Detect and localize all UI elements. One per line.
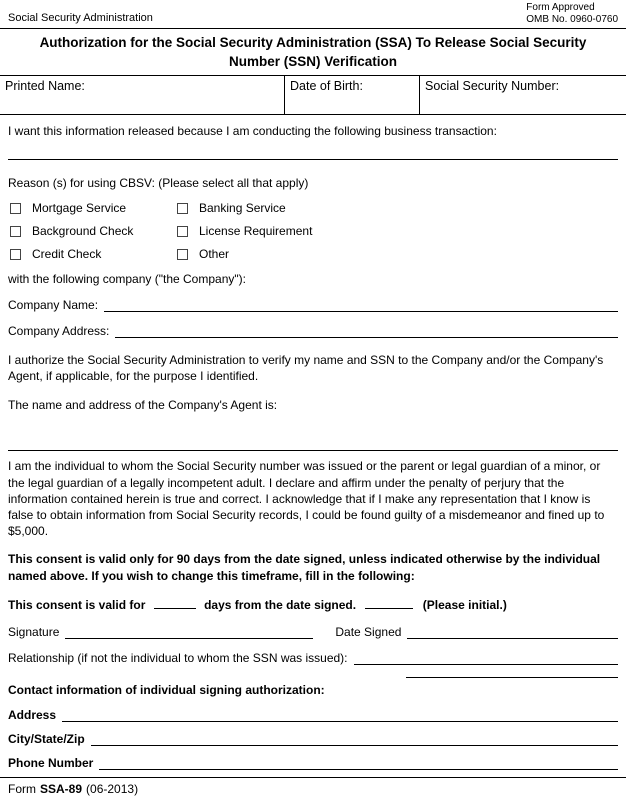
reason-label-other: Other (199, 247, 230, 262)
business-transaction-input[interactable] (8, 159, 618, 160)
contact-city-state-zip-label: City/State/Zip (8, 731, 85, 746)
company-address-row (8, 324, 618, 338)
consent-days-input[interactable] (154, 597, 196, 609)
company-address-input[interactable] (115, 324, 618, 338)
checkbox-other[interactable] (177, 249, 188, 260)
consent-fill-middle: days from the date signed. (204, 597, 357, 612)
reason-option-mortgage-service (10, 202, 177, 215)
footer-form-number: SSA-89 (40, 781, 83, 796)
ssn-field[interactable] (420, 76, 626, 114)
consent-timeframe-row (8, 597, 618, 613)
contact-address-row (8, 708, 618, 722)
company-address-label: Company Address: (8, 323, 110, 338)
checkbox-credit-check[interactable] (10, 249, 21, 260)
release-statement: I want this information released because I am conducting the following business transaction: (8, 124, 497, 139)
date-signed-input[interactable] (407, 625, 618, 639)
date-of-birth-field[interactable] (285, 76, 420, 114)
contact-phone-input[interactable] (99, 756, 618, 770)
omb-number: OMB No. 0960-0760 (526, 14, 618, 25)
agency-name: Social Security Administration (8, 11, 153, 24)
reason-option-credit-check (10, 248, 177, 261)
contact-city-state-zip-input[interactable] (91, 732, 618, 746)
reason-label-license-requirement: License Requirement (199, 224, 313, 239)
contact-address-label: Address (8, 707, 57, 722)
signature-row (8, 625, 618, 639)
contact-heading: Contact information of individual signing authorization: (8, 682, 325, 697)
checkbox-license-requirement[interactable] (177, 226, 188, 237)
relationship-input[interactable] (354, 651, 618, 665)
checkbox-background-check[interactable] (10, 226, 21, 237)
agent-input[interactable] (8, 413, 618, 451)
relationship-input-continued[interactable] (406, 669, 618, 678)
signature-input[interactable] (65, 625, 313, 639)
reason-label-banking-service: Banking Service (199, 201, 286, 216)
perjury-declaration: I am the individual to whom the Social Security number was issued or the parent or legal guardian of a minor, or the legal guardian of a legally incompetent adult. I declare and affirm under the penalty of perjury that the information contained herein is true and correct. I acknowledge that if I make any representation that I know is false to obtain information from Social Security records, I could be found guilty of a misdemeanor and fined up to $5,000. (8, 459, 605, 539)
checkbox-mortgage-service[interactable] (10, 203, 21, 214)
company-name-row (8, 298, 618, 312)
consent-fill-prefix: This consent is valid for (8, 597, 146, 612)
cbsv-reasons-options (10, 202, 440, 261)
identity-fields-row (0, 76, 626, 115)
consent-validity-statement: This consent is valid only for 90 days from the date signed, unless indicated otherwise by the individual named above. If you wish to change this timeframe, fill in the following: (8, 552, 601, 583)
reason-option-background-check (10, 225, 177, 238)
footer-form-word: Form (8, 781, 36, 796)
reason-label-mortgage-service: Mortgage Service (32, 201, 127, 216)
contact-phone-label: Phone Number (8, 755, 94, 770)
form-title: Authorization for the Social Security Administration (SSA) To Release Social Security Number (SSN) Verification (0, 29, 626, 76)
date-of-birth-label: Date of Birth: (290, 79, 363, 94)
relationship-label: Relationship (if not the individual to whom the SSN was issued): (8, 650, 348, 665)
relationship-row (8, 651, 618, 665)
consent-initial-input[interactable] (365, 597, 413, 609)
form-footer (0, 777, 626, 800)
reason-option-other (177, 248, 440, 261)
contact-city-state-zip-row (8, 732, 618, 746)
company-intro: with the following company ("the Company"): (8, 271, 246, 286)
authorization-statement: I authorize the Social Security Administration to verify my name and SSN to the Company and/or the Company's Agent, if applicable, for the purpose I identified. (8, 352, 604, 384)
company-name-label: Company Name: (8, 297, 99, 312)
ssn-label: Social Security Number: (425, 79, 560, 94)
cbsv-reasons-label: Reason (s) for using CBSV: (Please select all that apply) (8, 175, 309, 190)
contact-phone-row (8, 756, 618, 770)
printed-name-field[interactable] (0, 76, 285, 114)
reason-option-banking-service (177, 202, 440, 215)
date-signed-label: Date Signed (335, 624, 402, 639)
reason-label-credit-check: Credit Check (32, 247, 102, 262)
signature-label: Signature (8, 624, 60, 639)
agent-label: The name and address of the Company's Agent is: (8, 398, 278, 413)
form-header (0, 0, 626, 29)
omb-approval-block (526, 2, 618, 26)
form-approved-text: Form Approved (526, 2, 595, 13)
printed-name-label: Printed Name: (5, 79, 85, 94)
footer-revision: (06-2013) (86, 781, 139, 796)
reason-label-background-check: Background Check (32, 224, 134, 239)
checkbox-banking-service[interactable] (177, 203, 188, 214)
contact-address-input[interactable] (62, 708, 618, 722)
consent-fill-suffix: (Please initial.) (422, 597, 507, 612)
company-name-input[interactable] (104, 298, 618, 312)
relationship-continuation-row (8, 669, 618, 678)
reason-option-license-requirement (177, 225, 440, 238)
